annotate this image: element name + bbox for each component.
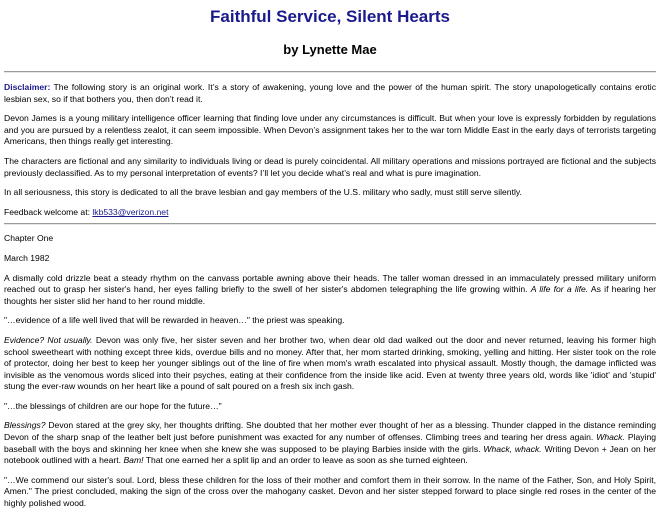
paragraph-emphasis: Bam! [123, 455, 144, 466]
chapter-heading: Chapter One [4, 233, 54, 244]
disclaimer-paragraph [4, 82, 656, 105]
feedback-email-link[interactable]: lkb533@verizon.net [92, 206, 169, 217]
fiction-note: The characters are fictional and any similarity to individuals living or dead is purely coincidental. All military operations and missions portrayed are fictional and the subjects previously declassified. As to my personal interpretation of events? I’ll let you decide what’s real and what is pure imagination. [4, 155, 656, 178]
paragraph-text: Writing Devon + Jean on her notebook outlined with a heart. [4, 443, 657, 466]
paragraph-emphasis: A life for a life. [530, 284, 589, 295]
disclaimer-text: The following story is an original work. It’s a story of awakening, young love and the power of the human spirit. The story unapologetically contains erotic lesbian sex, so if that bothers you, then don’t read it. [4, 82, 656, 104]
priest-quote-2: "…the blessings of children are our hope for the future…" [4, 400, 222, 411]
story-page [4, 0, 656, 510]
story-title: Faithful Service, Silent Hearts [210, 7, 450, 26]
feedback-line [4, 207, 656, 219]
paragraph-text: Devon stared at the grey sky, her thoughts drifting. She doubted that her mother ever thought of her as a blessing. Thunder clapped in the distance reminding Devon of the sharp snap of the leather belt just before punishment was exacted for any number of offenses. Climbing trees and tearing her dress again. [4, 420, 656, 443]
chapter-paragraph-4: "…We commend our sister's soul. Lord, bless these children for the loss of their mother and comfort them in their sorrow. In the name of the Father, Son, and Holy Spirit, Amen." The priest concluded, making the sign of the cross over the mahogany casket. Devon and her sister stepped forward to place single red roses in the center of the highly polished wood. [4, 474, 656, 509]
chapter-date: March 1982 [4, 252, 50, 263]
paragraph-text: As if hearing her thoughts her sister slid her hand to her round middle. [4, 284, 656, 306]
chapter-paragraph-1 [4, 273, 656, 308]
chapter-paragraph-2 [4, 335, 656, 393]
feedback-label: Feedback welcome at: [4, 206, 93, 217]
chapter-paragraph-3 [4, 420, 656, 466]
paragraph-text: A dismally cold drizzle beat a steady rhythm on the canvass portable awning above their heads. The taller woman dressed in an immaculately pressed military uniform reached out to grasp her sister's hand, her eyes falling briefly to the swell of her sister's abdomen telegraphing the life growing within. [4, 272, 656, 295]
dedication: In all seriousness, this story is dedicated to all the brave lesbian and gay members of the U.S. military who sadly, must still serve silently. [4, 187, 522, 198]
priest-quote-1: "…evidence of a life well lived that will be rewarded in heaven…" the priest was speaking. [4, 315, 345, 326]
story-author: by Lynette Mae [283, 42, 377, 57]
paragraph-text: Devon was only five, her sister seven and her brother two, when dear old dad walked out the door and never returned, leaving his former high school sweetheart with nothing except three kids, overdue bills and no money. After that, her mom started drinking, smoking, yelling and hitting. Her sister took on the role of protector, doing her best to keep her younger siblings out of the line of fire when mom's wrath escalated into physical assault. Mostly though, the damage inflicted was invisible as the venomous words sliced into their psyches, eating at their confidence from the inside like acid. Even at twenty three years old, words like 'idiot' and 'stupid' stung the ever-raw wounds on her heart like a pound of salt poured on a fresh six inch gash. [4, 334, 656, 392]
paragraph-emphasis: Whack. [596, 432, 625, 443]
paragraph-text: Playing baseball with the boys and skinning her knee when she knew she was supposed to be playing Barbies inside with the girls. [4, 432, 656, 454]
paragraph-emphasis: Blessings? [4, 420, 46, 431]
story-summary: Devon James is a young military intelligence officer learning that finding love under any circumstances is difficult. But when your love is expressly forbidden by regulations and you are pursued by a relentless zealot, it can seem impossible. When Devon’s assignment takes her to the war torn Middle East in the early days of terrorists targeting Americans, then things really get interesting. [4, 113, 656, 147]
paragraph-emphasis: Whack, whack. [483, 443, 542, 454]
paragraph-emphasis: Evidence? Not usually. [4, 334, 93, 345]
disclaimer-label: Disclaimer: [4, 82, 51, 92]
paragraph-text: That one earned her a split lip and an order to leave as soon as she turned eighteen. [143, 455, 468, 466]
